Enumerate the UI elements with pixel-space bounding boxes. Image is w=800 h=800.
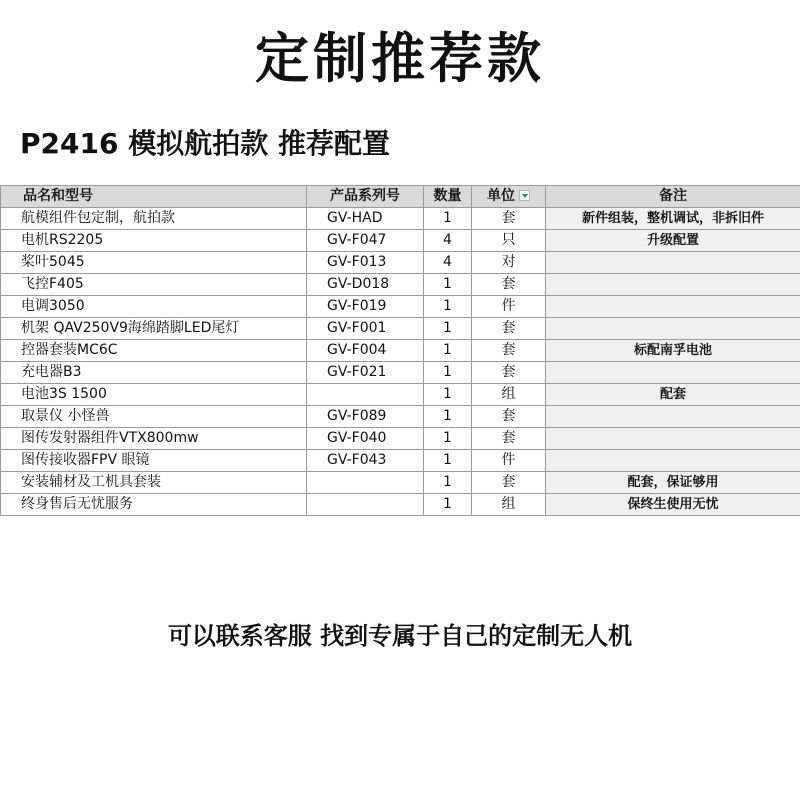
header-name: 品名和型号: [1, 186, 307, 208]
cell-name: 充电器B3: [1, 362, 307, 384]
table-row: [1, 296, 800, 318]
cell-unit: 对: [472, 252, 546, 274]
cell-series: GV-F013: [307, 252, 424, 274]
header-note: 备注: [546, 186, 800, 208]
cell-unit: 套: [472, 362, 546, 384]
cell-qty: 1: [424, 428, 472, 450]
table-body: [1, 208, 800, 516]
cell-series: GV-F001: [307, 318, 424, 340]
cell-unit: 套: [472, 406, 546, 428]
cell-name: 机架 QAV250V9海绵踏脚LED尾灯: [1, 318, 307, 340]
cell-name: 图传发射器组件VTX800mw: [1, 428, 307, 450]
page-title: 定制推荐款: [255, 27, 545, 90]
cell-name: 飞控F405: [1, 274, 307, 296]
cell-note: 标配南孚电池: [546, 340, 800, 362]
cell-note: [546, 252, 800, 274]
header-qty: 数量: [424, 186, 472, 208]
cell-series: GV-F004: [307, 340, 424, 362]
cell-unit: 套: [472, 208, 546, 230]
cell-unit: 件: [472, 296, 546, 318]
cell-name: 取景仪 小怪兽: [1, 406, 307, 428]
table-row: [1, 274, 800, 296]
cell-unit: 套: [472, 318, 546, 340]
table-row: [1, 340, 800, 362]
table-row: [1, 472, 800, 494]
contact-footer: 可以联系客服 找到专属于自己的定制无人机: [167, 622, 633, 650]
cell-name: 航模组件包定制，航拍款: [1, 208, 307, 230]
cell-series: GV-F047: [307, 230, 424, 252]
cell-qty: 1: [424, 318, 472, 340]
table-row: [1, 230, 800, 252]
cell-qty: 1: [424, 406, 472, 428]
cell-note: [546, 450, 800, 472]
cell-note: 保终生使用无忧: [546, 494, 800, 516]
cell-unit: 件: [472, 450, 546, 472]
cell-qty: 1: [424, 296, 472, 318]
table-row: [1, 384, 800, 406]
cell-name: 桨叶5045: [1, 252, 307, 274]
cell-series: GV-HAD: [307, 208, 424, 230]
table-row: [1, 450, 800, 472]
cell-unit: 套: [472, 274, 546, 296]
cell-series: GV-F089: [307, 406, 424, 428]
cell-name: 控器套装MC6C: [1, 340, 307, 362]
cell-series: GV-F019: [307, 296, 424, 318]
cell-note: 升级配置: [546, 230, 800, 252]
cell-note: 配套: [546, 384, 800, 406]
cell-qty: 1: [424, 362, 472, 384]
cell-name: 图传接收器FPV 眼镜: [1, 450, 307, 472]
cell-qty: 1: [424, 340, 472, 362]
table-header-row: [1, 186, 800, 208]
cell-name: 终身售后无忧服务: [1, 494, 307, 516]
cell-qty: 1: [424, 208, 472, 230]
cell-series: GV-D018: [307, 274, 424, 296]
cell-name: 安装辅材及工机具套装: [1, 472, 307, 494]
cell-note: [546, 296, 800, 318]
table-row: [1, 252, 800, 274]
table-row: [1, 494, 800, 516]
cell-qty: 4: [424, 252, 472, 274]
cell-series: [307, 472, 424, 494]
cell-qty: 1: [424, 384, 472, 406]
cell-name: 电池3S 1500: [1, 384, 307, 406]
table-row: [1, 208, 800, 230]
cell-unit: 套: [472, 472, 546, 494]
table-row: [1, 362, 800, 384]
cell-note: [546, 406, 800, 428]
cell-unit: 套: [472, 428, 546, 450]
table-row: [1, 428, 800, 450]
cell-note: [546, 274, 800, 296]
cell-series: GV-F021: [307, 362, 424, 384]
cell-name: 电调3050: [1, 296, 307, 318]
cell-unit: 只: [472, 230, 546, 252]
cell-qty: 1: [424, 494, 472, 516]
table-row: [1, 406, 800, 428]
cell-note: [546, 318, 800, 340]
header-series: 产品系列号: [307, 186, 424, 208]
config-subtitle: P2416 模拟航拍款 推荐配置: [20, 127, 390, 160]
cell-unit: 组: [472, 384, 546, 406]
cell-qty: 1: [424, 450, 472, 472]
cell-series: GV-F043: [307, 450, 424, 472]
cell-qty: 4: [424, 230, 472, 252]
cell-series: [307, 384, 424, 406]
cell-qty: 1: [424, 472, 472, 494]
header-unit-label: 单位: [487, 188, 515, 204]
cell-name: 电机RS2205: [1, 230, 307, 252]
cell-unit: 组: [472, 494, 546, 516]
cell-note: 新件组装，整机调试，非拆旧件: [546, 208, 800, 230]
cell-series: GV-F040: [307, 428, 424, 450]
config-table: [0, 185, 800, 516]
cell-note: 配套，保证够用: [546, 472, 800, 494]
cell-note: [546, 362, 800, 384]
filter-dropdown-icon[interactable]: [519, 190, 530, 201]
header-unit[interactable]: [472, 186, 546, 208]
cell-qty: 1: [424, 274, 472, 296]
cell-series: [307, 494, 424, 516]
table-row: [1, 318, 800, 340]
cell-note: [546, 428, 800, 450]
cell-unit: 套: [472, 340, 546, 362]
